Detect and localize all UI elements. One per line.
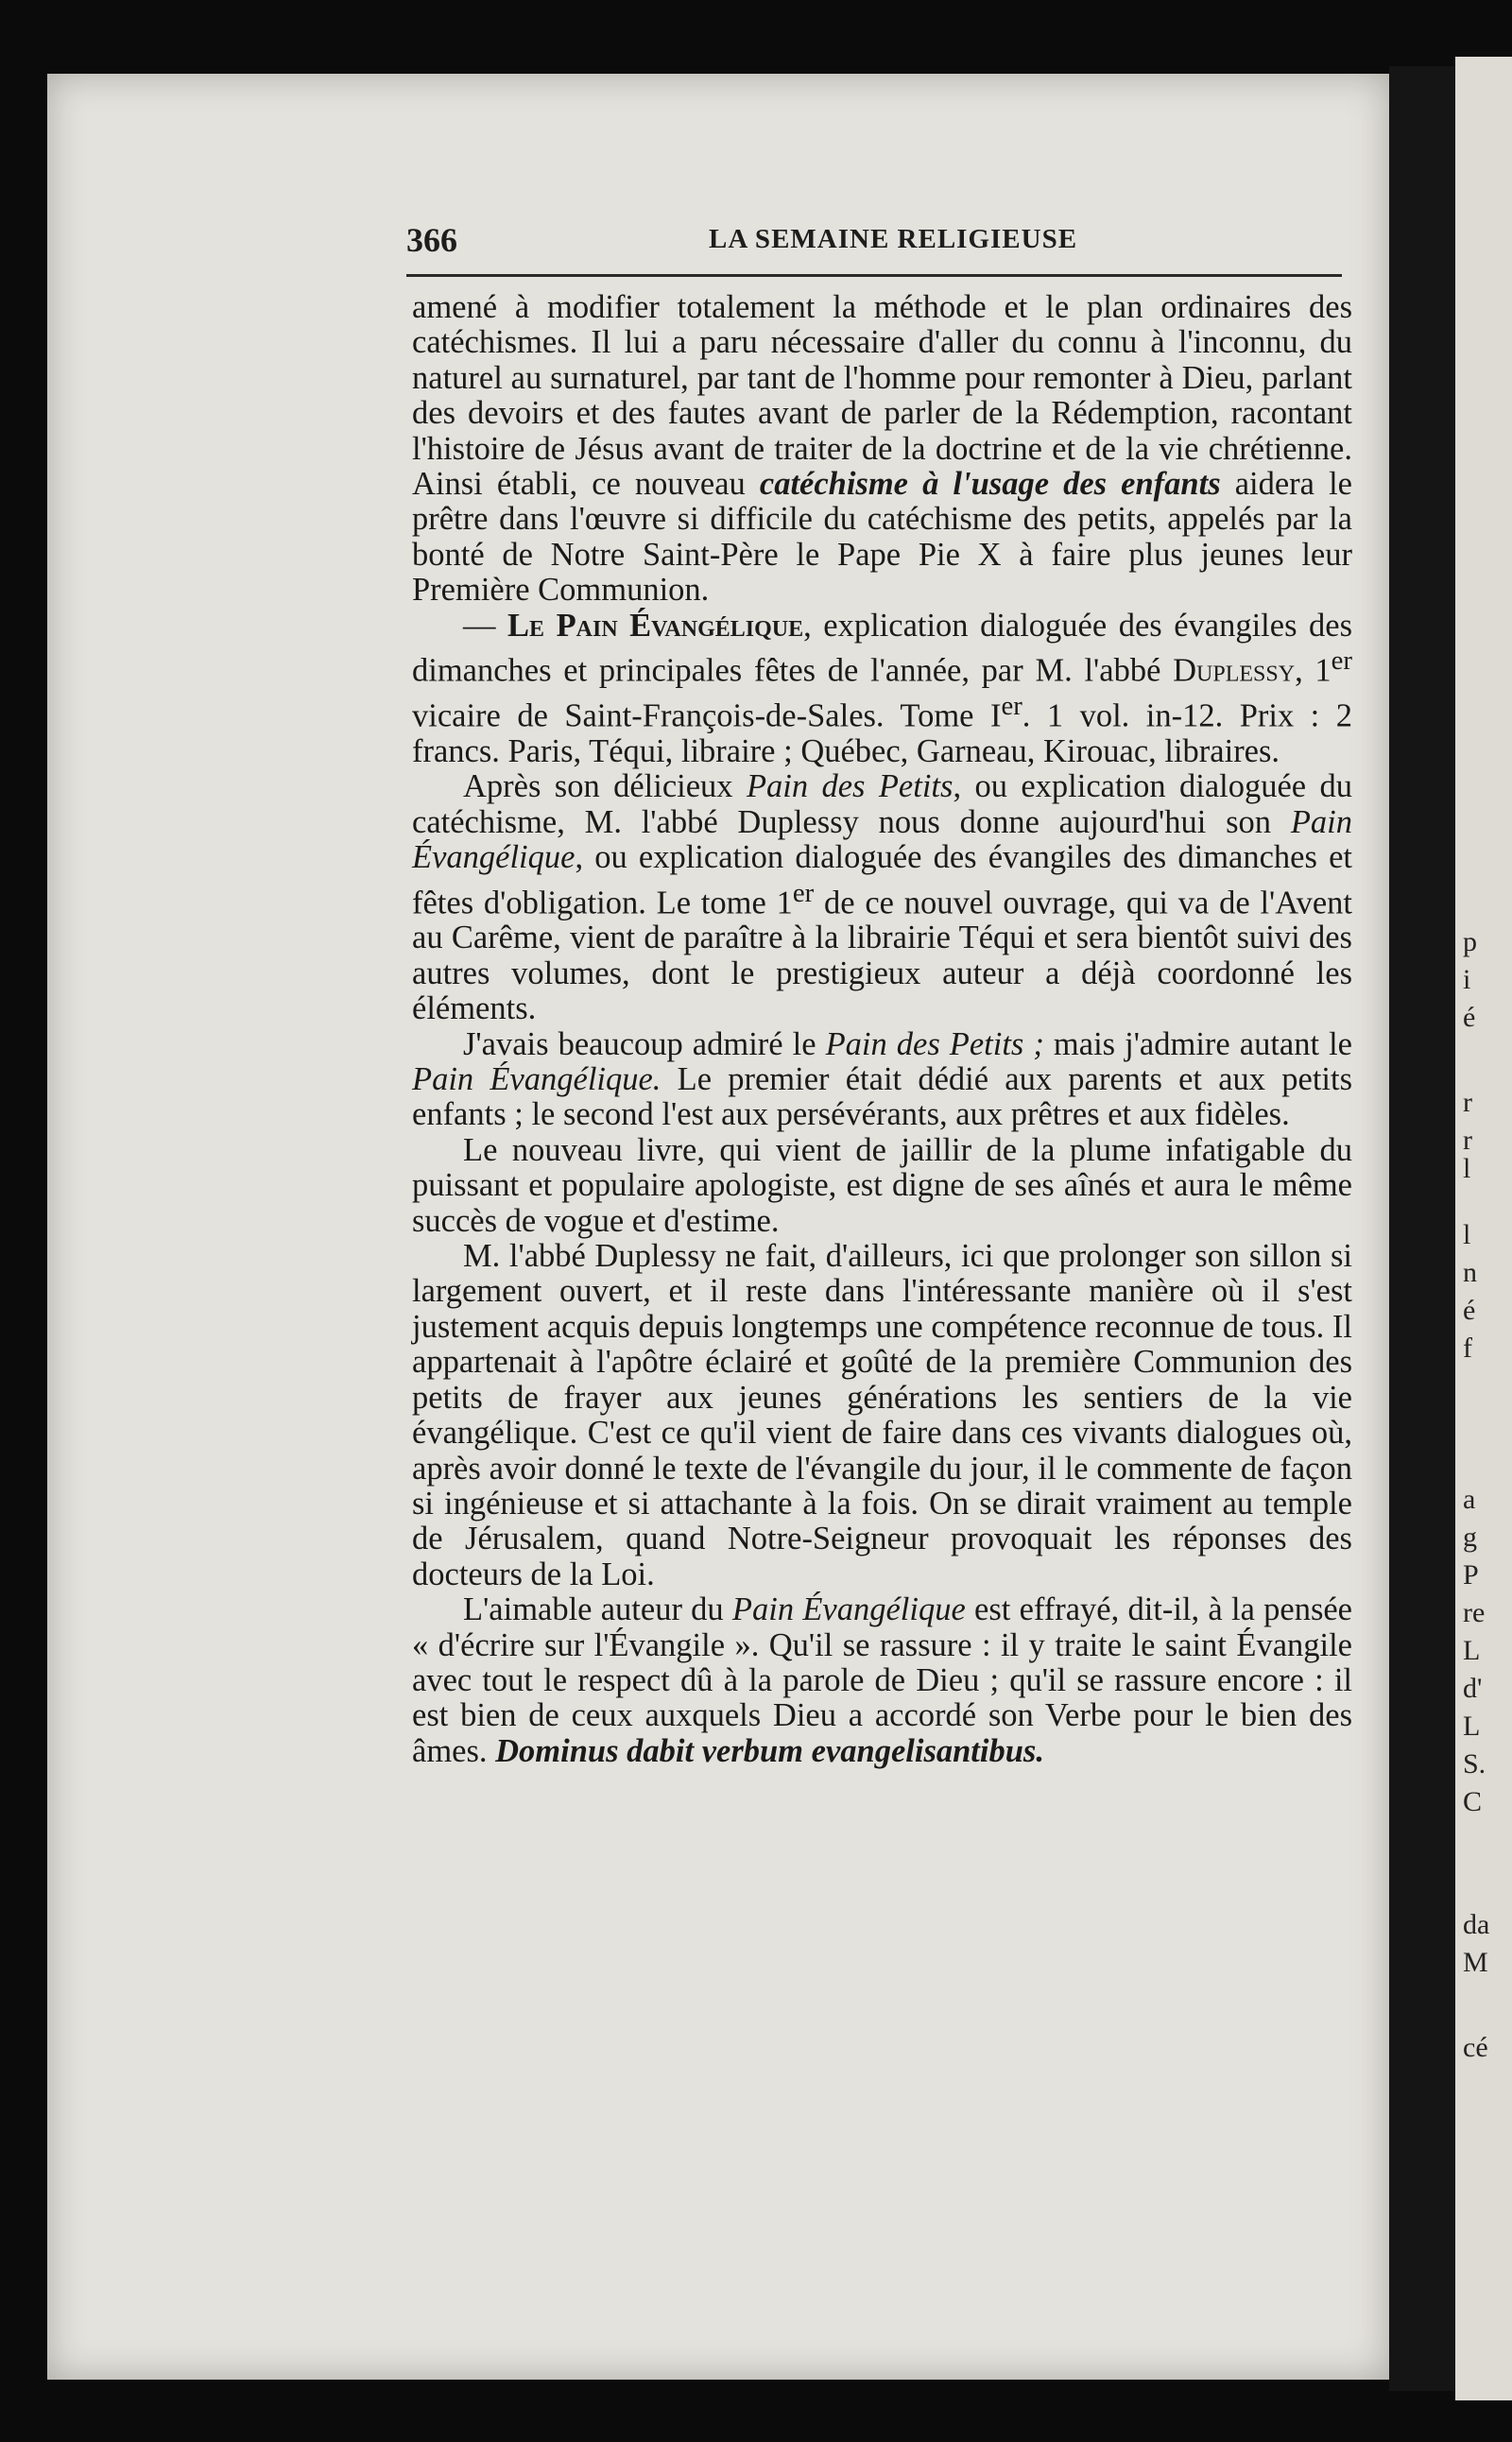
page-number: 366 <box>406 221 457 259</box>
adjacent-page-fragment: p <box>1463 926 1477 957</box>
adjacent-page-fragment: l <box>1463 1153 1471 1184</box>
adjacent-page-fragment: S. <box>1463 1748 1486 1780</box>
adjacent-page-fragment: r <box>1463 1087 1472 1118</box>
adjacent-page-fragment: r <box>1463 1125 1472 1156</box>
paragraph-1: amené à modifier totalement la méthode et le plan ordinaires des catéchismes. Il lui a paru nécessaire d'aller du connu à l'inconnu, du naturel au surnaturel, par tant de l'homme pour remonter à Dieu, parlant des devoirs et des fautes avant de parler de la Rédemption, racontant l'histoire de Jésus avant de traiter de la doctrine et de la vie chrétienne. Ainsi établi, ce nouveau catéchisme à l'usage des enfants aidera le prêtre dans l'œuvre si difficile du catéchisme des petits, appelés par la bonté de Notre Saint-Père le Pape Pie X à faire plus jeunes leur Première Communion. <box>412 289 1352 609</box>
paragraph-5: Le nouveau livre, qui vient de jaillir de la plume infatigable du puissant et populaire apologiste, est digne de ses aînés et aura le même succès de vogue et d'estime. <box>412 1131 1352 1239</box>
adjacent-page-fragment: cé <box>1463 2032 1488 2063</box>
adjacent-page-fragment: L <box>1463 1711 1481 1742</box>
author-name: Duplessy <box>1173 652 1296 689</box>
adjacent-page-fragment: a <box>1463 1484 1476 1515</box>
adjacent-page-fragment: i <box>1463 964 1471 995</box>
journal-title: LA SEMAINE RELIGIEUSE <box>709 224 1078 254</box>
adjacent-page-fragment: re <box>1463 1597 1486 1628</box>
paragraph-4: J'avais beaucoup admiré le Pain des Petits ; mais j'admire autant le Pain Évangélique. Le premier était dédié aux parents et aux petits enfants ; le second l'est aux persévérants, aux prêtres et aux fidèles. <box>412 1025 1352 1133</box>
adjacent-page-fragment: f <box>1463 1333 1472 1364</box>
paragraph-7: L'aimable auteur du Pain Évangélique est effrayé, dit-il, à la pensée « d'écrire sur l'Évangile ». Qu'il se rassure : il y traite le saint Évangile avec tout le respect dû à la parole de Dieu ; qu'il se rassure encore : il est bien de ceux auxquels Dieu a accordé son Verbe pour le bien des âmes. Dominus dabit verbum evangelisantibus. <box>412 1591 1352 1769</box>
adjacent-page-fragment: M <box>1463 1947 1488 1978</box>
running-head <box>406 220 1351 267</box>
book-title: Le Pain Évangélique <box>507 607 804 644</box>
book-title: catéchisme à l'usage des enfants <box>759 466 1221 503</box>
paragraph-6: M. l'abbé Duplessy ne fait, d'ailleurs, ici que prolonger son sillon si largement ouvert, et il reste dans l'intéressante manière où il s'est justement acquis depuis longtemps une compétence reconnue de tous. Il appartenait à l'apôtre éclairé et goûté de la première Communion des petits de frayer aux jeunes générations les sentiers de la vie évangélique. C'est ce qu'il vient de faire dans ces vivants dialogues où, après avoir donné le texte de l'évangile du jour, il le commente de façon si ingénieuse et si attachante à la fois. On se dirait vraiment au temple de Jérusalem, quand Notre-Seigneur provoquait les réponses des docteurs de la Loi. <box>412 1238 1352 1592</box>
adjacent-page-fragment: P <box>1463 1559 1479 1591</box>
adjacent-page-edge <box>1455 57 1512 2400</box>
adjacent-page-fragment: é <box>1463 1002 1476 1033</box>
adjacent-page-fragment: l <box>1463 1219 1471 1250</box>
adjacent-page-fragment: C <box>1463 1786 1483 1817</box>
adjacent-page-fragment: da <box>1463 1909 1490 1940</box>
paragraph-3: Après son délicieux Pain des Petits, ou explication dialoguée du catéchisme, M. l'abbé Duplessy nous donne aujourd'hui son Pain Évangélique, ou explication dialoguée des évangiles des dimanches et fêtes d'obligation. Le tome 1er de ce nouvel ouvrage, qui va de l'Avent au Carême, vient de paraître à la librairie Téqui et sera bientôt suivi des autres volumes, dont le prestigieux auteur a déjà coordonné les éléments. <box>412 768 1353 1027</box>
header-rule <box>406 274 1342 277</box>
article-body <box>412 290 1352 1769</box>
adjacent-page-fragment: L <box>1463 1635 1481 1666</box>
adjacent-page-fragment: g <box>1463 1522 1477 1553</box>
adjacent-page-fragment: d' <box>1463 1673 1483 1704</box>
adjacent-page-fragment: é <box>1463 1295 1476 1326</box>
latin-quote: Dominus dabit verbum evangelisantibus. <box>495 1732 1044 1769</box>
page-gutter <box>1389 66 1455 2391</box>
adjacent-page-fragment: n <box>1463 1257 1477 1288</box>
paragraph-2: — Le Pain Évangélique, explication dialoguée des évangiles des dimanches et principales fêtes de l'année, par M. l'abbé Duplessy, 1er vicaire de Saint-François-de-Sales. Tome Ier. 1 vol. in-12. Prix : 2 francs. Paris, Téqui, libraire ; Québec, Garneau, Kirouac, libraires. <box>412 607 1353 769</box>
